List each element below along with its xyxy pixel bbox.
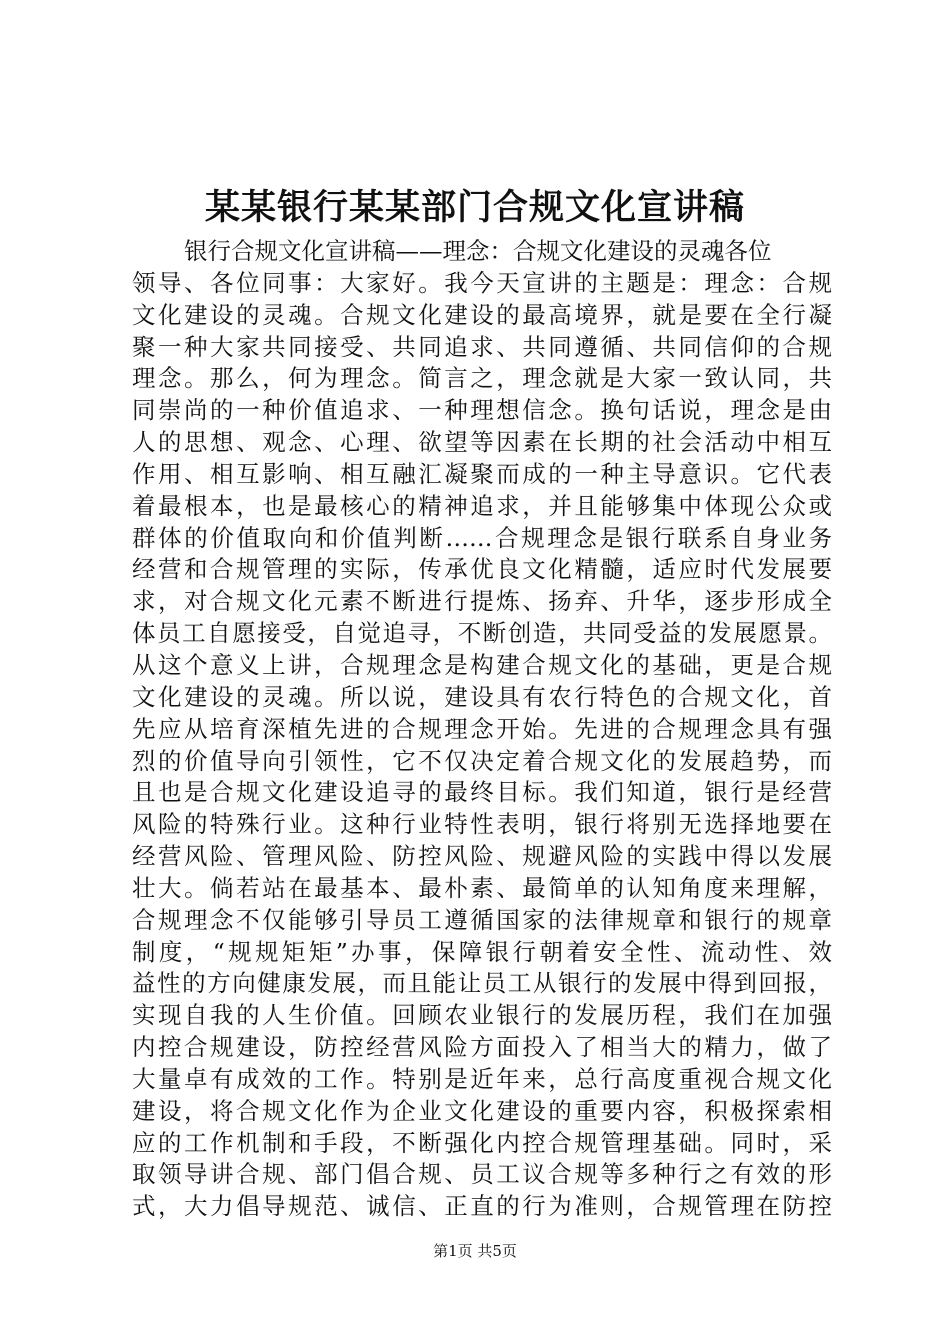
body-text-line: 应的工作机制和手段，不断强化内控合规管理基础。同时，采 [132,1128,832,1157]
body-text-line: 聚一种大家共同接受、共同追求、共同遵循、共同信仰的合规 [132,332,832,361]
body-text-line: 经营风险、管理风险、防控风险、规避风险的实践中得以发展 [132,842,832,871]
body-text-line: 取领导讲合规、部门倡合规、员工议合规等多种行之有效的形 [132,1160,832,1189]
body-text-line: 大量卓有成效的工作。特别是近年来，总行高度重视合规文化 [132,1064,832,1093]
body-text-line: 理念。那么，何为理念。简言之，理念就是大家一致认同，共 [132,364,832,393]
body-text-line: 式，大力倡导规范、诚信、正直的行为准则，合规管理在防控 [132,1192,832,1221]
body-text-line: 内控合规建设，防控经营风险方面投入了相当大的精力，做了 [132,1033,832,1062]
body-text-line: 从这个意义上讲，合规理念是构建合规文化的基础，更是合规 [132,650,832,679]
body-text-line: 领导、各位同事：大家好。我今天宣讲的主题是：理念：合规 [132,268,832,297]
body-text-line: 作用、相互影响、相互融汇凝聚而成的一种主导意识。它代表 [132,459,832,488]
body-text-line: 着最根本，也是最核心的精神追求，并且能够集中体现公众或 [132,491,832,520]
body-text-line: 制度，“规规矩矩”办事，保障银行朝着安全性、流动性、效 [132,937,832,966]
body-text-line: 求，对合规文化元素不断进行提炼、扬弃、升华，逐步形成全 [132,587,832,616]
body-text-line: 壮大。倘若站在最基本、最朴素、最简单的认知角度来理解， [132,873,832,902]
body-text-line: 风险的特殊行业。这种行业特性表明，银行将别无选择地要在 [132,810,832,839]
document-body [132,236,832,1223]
body-text-line: 体员工自愿接受，自觉追寻，不断创造，共同受益的发展愿景。 [132,619,832,648]
body-text-line: 群体的价值取向和价值判断……合规理念是银行联系自身业务 [132,523,832,552]
document-title: 某某银行某某部门合规文化宣讲稿 [204,187,745,228]
page-footer: 第1页 共5页 [433,1242,517,1260]
body-text-line: 经营和合规管理的实际，传承优良文化精髓，适应时代发展要 [132,555,832,584]
body-text-line: 同崇尚的一种价值追求、一种理想信念。换句话说，理念是由 [132,396,832,425]
body-text-line: 建设，将合规文化作为企业文化建设的重要内容，积极探索相 [132,1096,832,1125]
body-text-line: 且也是合规文化建设追寻的最终目标。我们知道，银行是经营 [132,778,832,807]
body-text-line: 文化建设的灵魂。所以说，建设具有农行特色的合规文化，首 [132,682,832,711]
body-text-line: 实现自我的人生价值。回顾农业银行的发展历程，我们在加强 [132,1001,832,1030]
body-text-line: 人的思想、观念、心理、欲望等因素在长期的社会活动中相互 [132,428,832,457]
body-text-line: 益性的方向健康发展，而且能让员工从银行的发展中得到回报， [132,969,832,998]
body-text-line: 烈的价值导向引领性，它不仅决定着合规文化的发展趋势，而 [132,746,832,775]
body-text-line: 先应从培育深植先进的合规理念开始。先进的合规理念具有强 [132,714,832,743]
body-text-line: 合规理念不仅能够引导员工遵循国家的法律规章和银行的规章 [132,905,832,934]
body-text-line: 文化建设的灵魂。合规文化建设的最高境界，就是要在全行凝 [132,300,832,329]
body-text-line: 银行合规文化宣讲稿——理念：合规文化建设的灵魂各位 [184,237,772,265]
